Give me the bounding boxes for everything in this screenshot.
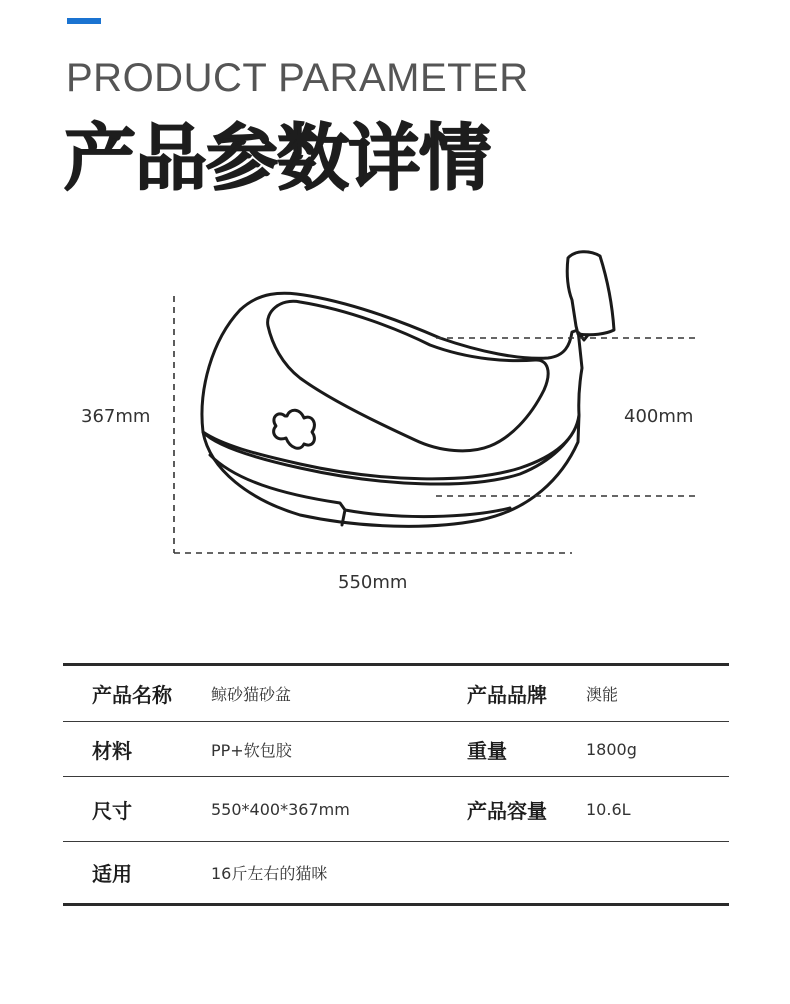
- param-value: 10.6L: [586, 799, 631, 819]
- table-row: [63, 666, 729, 722]
- parameter-table: [63, 663, 729, 906]
- product-dimension-diagram: [0, 235, 790, 605]
- accent-bar: [67, 18, 101, 24]
- param-value: 鲸砂猫砂盆: [211, 685, 292, 704]
- param-value: 1800g: [586, 739, 637, 759]
- depth-dimension-label: 400mm: [624, 406, 694, 427]
- section-title: 产品参数详情: [64, 116, 491, 200]
- section-subtitle: PRODUCT PARAMETER: [66, 56, 529, 100]
- param-value: PP+软包胶: [211, 740, 292, 760]
- table-row: [63, 722, 729, 777]
- param-label: 产品品牌: [467, 683, 547, 707]
- param-label: 适用: [92, 862, 132, 886]
- param-value: 550*400*367mm: [211, 799, 350, 819]
- width-dimension-label: 550mm: [338, 572, 408, 593]
- height-dimension-label: 367mm: [81, 406, 151, 427]
- param-value: 16斤左右的猫咪: [211, 864, 328, 883]
- table-row: [63, 777, 729, 842]
- param-value: 澳能: [586, 685, 619, 704]
- param-label: 产品名称: [92, 683, 172, 707]
- param-label: 产品容量: [467, 798, 547, 823]
- table-row: [63, 842, 729, 906]
- param-label: 尺寸: [92, 798, 132, 823]
- param-label: 重量: [467, 738, 507, 763]
- param-label: 材料: [92, 738, 132, 763]
